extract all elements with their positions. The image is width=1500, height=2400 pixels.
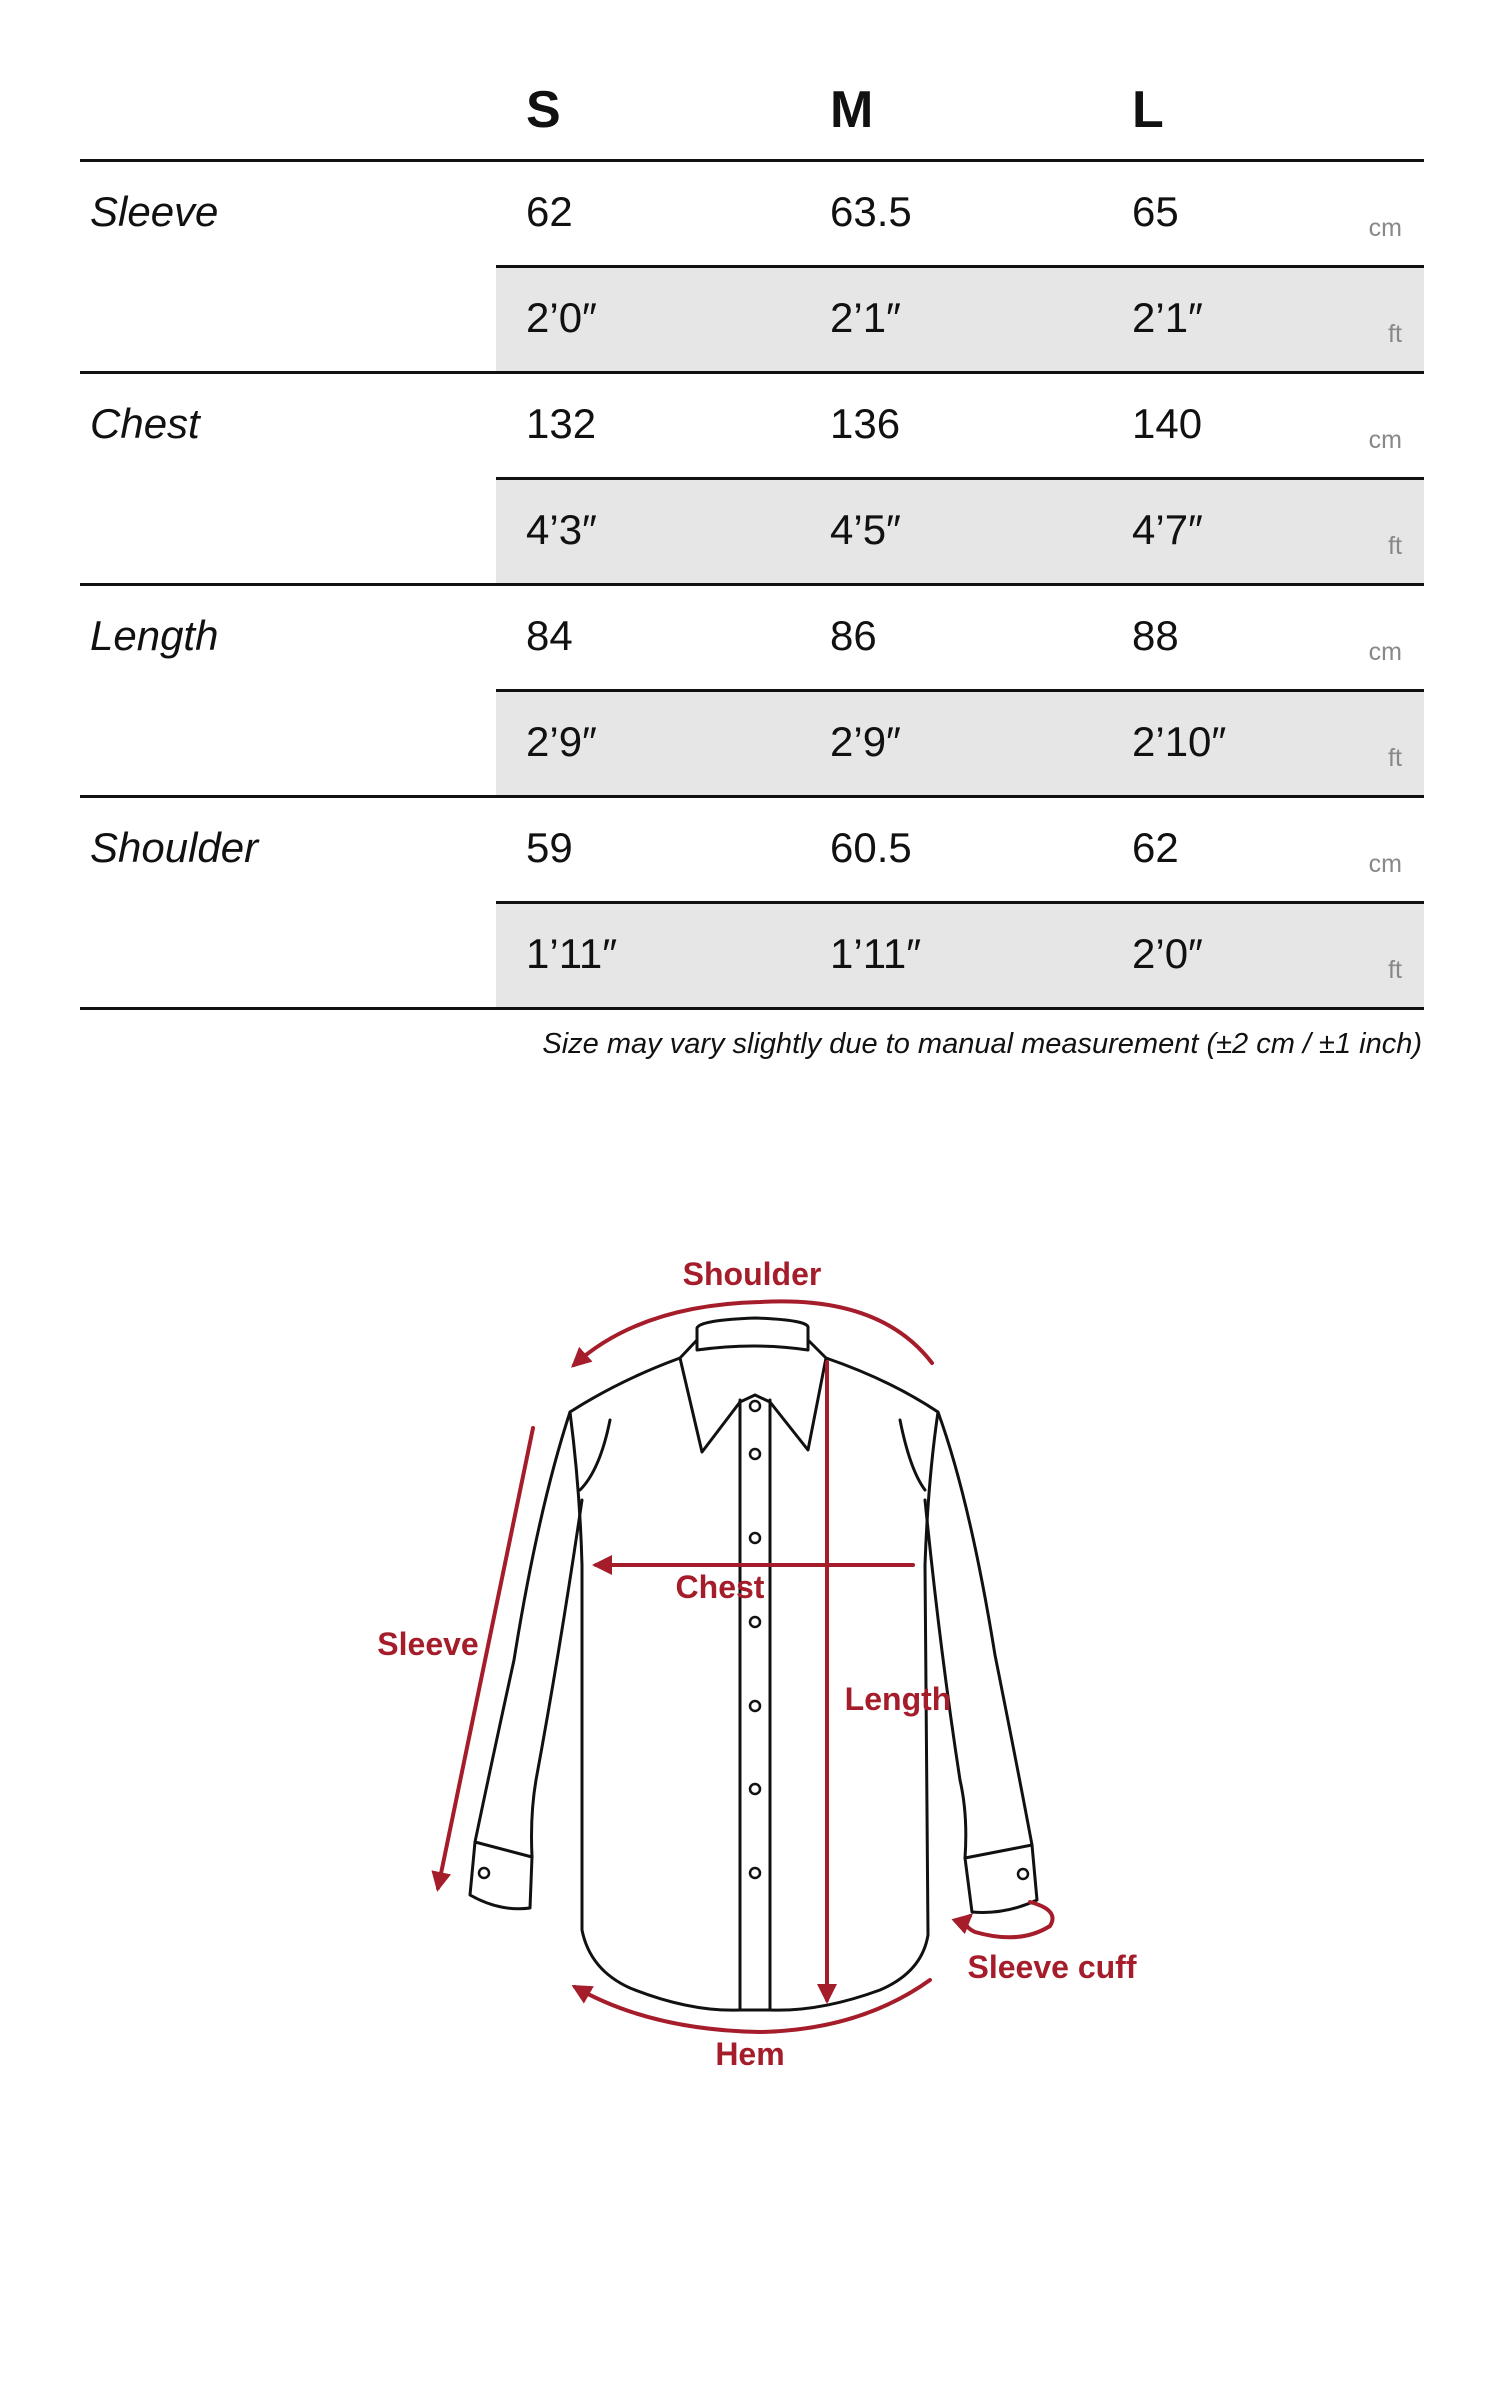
chest-label: Chest [675,1569,765,1605]
sleeve-cuff-arrow [966,1902,1053,1937]
unit-cm: cm [1368,850,1402,878]
ft-value-s: 2’9″ [526,718,597,765]
measurement-label: Shoulder [90,824,259,871]
size-heading-s: S [526,81,561,139]
cm-row [496,162,1424,265]
unit-ft: ft [1388,744,1402,772]
cm-value-s: 59 [526,824,573,871]
cm-value-m: 63.5 [830,188,912,235]
shoulder-label: Shoulder [682,1256,822,1292]
ft-value-m: 2’9″ [830,718,901,765]
measurement-label: Sleeve [90,188,219,235]
cm-value-l: 140 [1132,400,1203,447]
ft-value-m: 2’1″ [830,294,901,341]
cm-value-l: 62 [1132,824,1179,871]
unit-cm: cm [1368,638,1402,666]
shirt-measurement-diagram [0,1180,1500,2200]
measurement-label: Length [90,612,219,659]
ft-row [496,689,1424,795]
ft-value-s: 4’3″ [526,506,597,553]
cm-value-s: 132 [526,400,597,447]
measurement-label: Chest [90,400,200,447]
unit-cm: cm [1368,426,1402,454]
cm-value-s: 84 [526,612,573,659]
unit-ft: ft [1388,956,1402,984]
measurement-group-chest [80,374,1424,586]
ft-value-l: 2’1″ [1132,294,1203,341]
cm-value-m: 60.5 [830,824,912,871]
measurement-group-shoulder [80,798,1424,1010]
ft-value-m: 4’5″ [830,506,901,553]
ft-value-s: 1’11″ [526,930,618,977]
cm-value-l: 88 [1132,612,1179,659]
hem-label: Hem [715,2036,785,2072]
size-chart-table [80,0,1424,1010]
measurement-group-sleeve [80,162,1424,374]
cm-row [496,798,1424,901]
measurement-arrows [438,1301,1053,2032]
ft-value-m: 1’11″ [830,930,922,977]
ft-row [496,901,1424,1007]
size-header-row [80,0,1424,162]
cm-value-s: 62 [526,188,573,235]
shoulder-arrow [574,1301,932,1365]
cm-value-m: 136 [830,400,901,447]
ft-row [496,265,1424,371]
ft-value-l: 2’10″ [1132,718,1227,765]
ft-value-l: 2’0″ [1132,930,1203,977]
unit-cm: cm [1368,214,1402,242]
cm-row [496,374,1424,477]
ft-value-l: 4’7″ [1132,506,1203,553]
sleeve-cuff-label: Sleeve cuff [967,1949,1137,1985]
ft-value-s: 2’0″ [526,294,597,341]
length-label: Length [844,1681,952,1717]
ft-row [496,477,1424,583]
cm-value-m: 86 [830,612,877,659]
measurement-group-length [80,586,1424,798]
cm-row [496,586,1424,689]
unit-ft: ft [1388,320,1402,348]
shirt-outline [470,1318,1037,2010]
measurement-note: Size may vary slightly due to manual measurement (±2 cm / ±1 inch) [542,1028,1422,1060]
cm-value-l: 65 [1132,188,1179,235]
sleeve-label: Sleeve [377,1626,479,1662]
unit-ft: ft [1388,532,1402,560]
size-heading-l: L [1132,81,1164,139]
size-heading-m: M [830,81,874,139]
